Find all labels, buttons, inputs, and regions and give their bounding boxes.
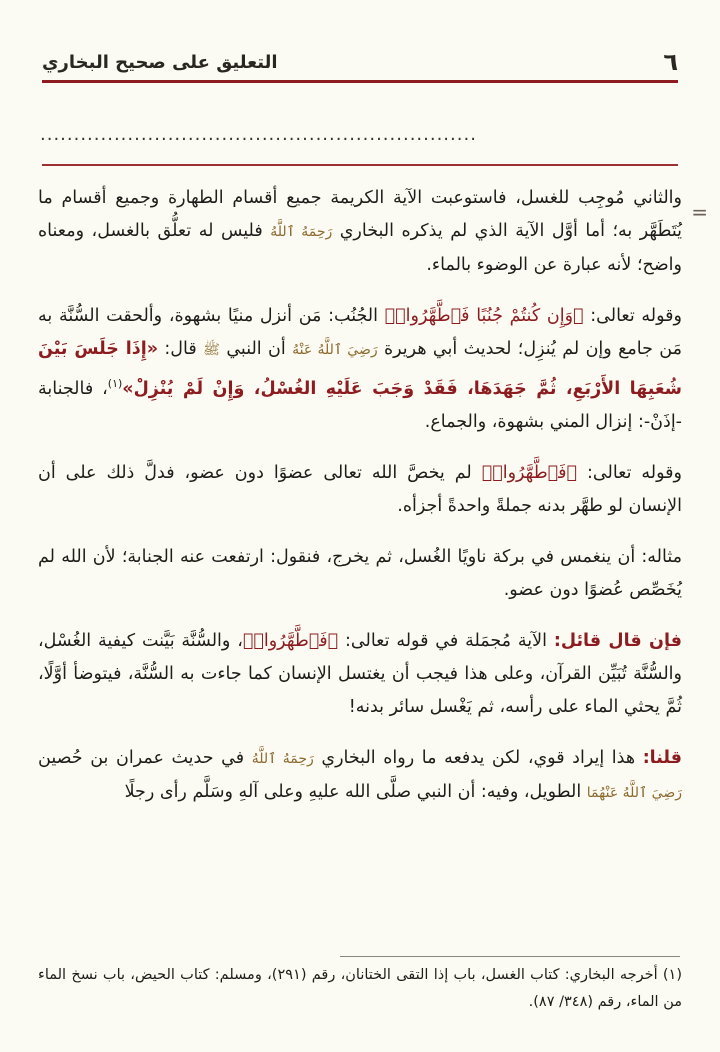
- paragraph-1: [38, 182, 682, 282]
- quran-verse: ﴿فَٱطَّهَّرُوا۟﴾: [242, 630, 339, 651]
- footnote-rule: [340, 956, 680, 957]
- page-number: ٦: [663, 48, 678, 76]
- text-run: فليس له تعلُّق بالغسل، ومعناه واضح؛ لأنه عبارة عن الوضوء بالماء.: [38, 221, 682, 275]
- dotted-line: .................................................................: [40, 124, 477, 145]
- text-run: قال:: [158, 339, 204, 359]
- paragraph-5: [38, 625, 682, 724]
- honorific: رَحِمَهُ ٱللَّهُ: [270, 224, 333, 240]
- paragraph-3: [38, 457, 682, 523]
- text-run: الطويل، وفيه: أن النبي صلَّى الله عليهِ وعلى آلهِ وسَلَّم رأى رجلًا: [124, 781, 587, 802]
- honorific: رَضِيَ ٱللَّهُ عَنْهُ: [292, 342, 378, 358]
- footnote: (١) أخرجه البخاري: كتاب الغسل، باب إذا التقى الختانان، رقم (٢٩١)، ومسلم: كتاب الحيض، باب نسخ الماء من الماء، رقم (٣٤٨/ ٨٧).: [38, 967, 682, 1010]
- honorific: ﷺ: [203, 342, 220, 358]
- text-run: مثاله: أن ينغمس في بركة ناويًا الغُسل، ثم يخرج، فنقول: ارتفعت عنه الجنابة؛ لأن الله لم يُخَصِّص عُضوًا دون عضو.: [38, 546, 682, 600]
- quran-verse: ﴿فَٱطَّهَّرُوا۟﴾: [481, 462, 578, 483]
- paragraph-2: [38, 300, 682, 439]
- running-header: [42, 44, 678, 80]
- quran-verse: ﴿وَإِن كُنتُمْ جُنُبًا فَٱطَّهَّرُوا۟﴾: [384, 306, 584, 326]
- paragraph-4: [38, 541, 682, 607]
- text-run: لم يخصَّ الله تعالى عضوًا دون عضو، فدلَّ ذلك على أن الإنسان لو طهَّر بدنه جملةً واحدةً أجزأه.: [38, 462, 682, 516]
- honorific: رَحِمَهُ ٱللَّهُ: [251, 750, 314, 767]
- text-top-rule: [42, 164, 678, 166]
- continuation-mark: =: [691, 200, 708, 224]
- text-run: أن النبي: [219, 339, 293, 359]
- header-rule: [42, 80, 678, 83]
- paragraph-6: [38, 742, 682, 810]
- honorific: رَضِيَ ٱللَّهُ عَنْهُمَا: [586, 784, 682, 801]
- reply-lead: قلنا:: [642, 747, 683, 768]
- objection-lead: فإن قال قائل:: [553, 630, 682, 651]
- text-run: ، فالجنابة -إذَنْ-: إنزال المني بشهوة، والجماع.: [38, 378, 682, 432]
- text-run: في حديث عمران بن حُصين: [38, 747, 252, 768]
- text-run: ، والسُّنَّة بَيَّنت كيفية الغُسْل، والسُّنَّة تُبَيِّن القرآن، وعلى هذا فيجب أن يغتسل الإنسان كما جاءت به السُّنَّة، فيتوضأ أوَّلًا، ثُمَّ يحثي الماء على رأسه، ثم يَغْسل سائر بدنه!: [38, 630, 682, 717]
- text-run: الجُنُب: مَن أنزل منيًا بشهوة، وألحقت السُّنَّة به مَن جامع وإن لم يُنزِل؛ لحديث أبي هريرة: [38, 306, 682, 359]
- text-run: والثاني مُوجِب للغسل، فاستوعبت الآية الكريمة جميع أقسام الطهارة وجميع أقسام ما يُتَطَهَّر به؛ أما أوَّل الآية الذي لم يذكره البخاري: [38, 188, 682, 241]
- book-title: التعليق على صحيح البخاري: [42, 51, 278, 73]
- text-run: وقوله تعالى:: [583, 306, 682, 326]
- footnote-reference[interactable]: (١): [107, 377, 123, 390]
- text-run: وقوله تعالى:: [577, 462, 683, 483]
- text-run: الآية مُجمَلة في قوله تعالى:: [338, 630, 554, 651]
- body-text: [38, 182, 682, 810]
- hadith-quote: «إِذَا جَلَسَ بَيْنَ شُعَبِهَا الأَرْبَعِ، ثُمَّ جَهَدَهَا، فَقَدْ وَجَبَ عَلَيْهِ الغُسْلُ، وَإِنْ لَمْ يُنْزِلْ»: [38, 339, 683, 399]
- text-run: هذا إيراد قوي، لكن يدفعه ما رواه البخاري: [313, 747, 643, 768]
